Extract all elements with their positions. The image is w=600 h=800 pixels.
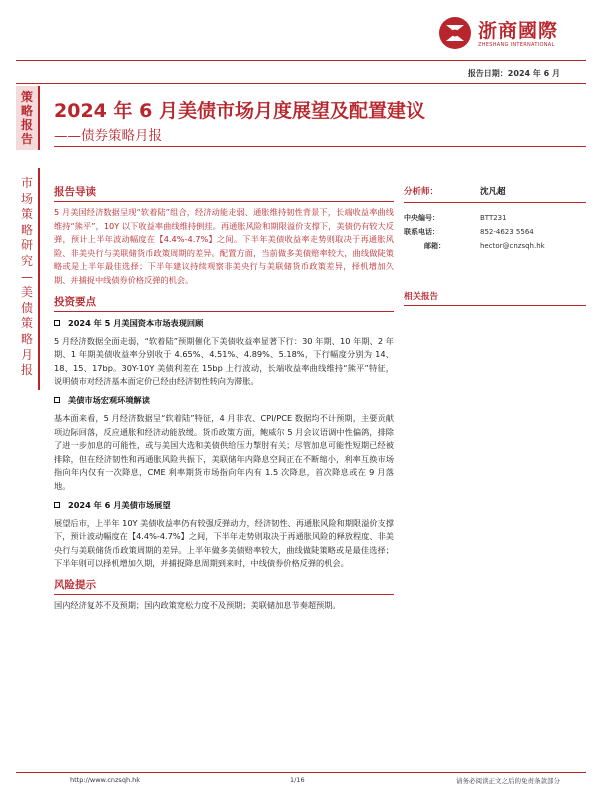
investment-item-3-title-text: 2024 年 6 月美债市场展望	[68, 499, 171, 510]
investment-item-3-text: 展望后市，上半年 10Y 美债收益率仍有较强反弹动力，经济韧性、再通胀风险和期限溢价支撑下，预计波动幅度在【4.4%-4.7%】之间，下半年走势则取决于再通胀风险的释放程度、非美央行与美联储货币政策周期的差异。上半年做多美债赔率较大，曲线做陡策略或是最佳选择；下半年则可以择机增加久期，并捕捉降息周期到来时，中线债券价格反弹的机会。	[54, 517, 394, 569]
risk-heading: 风险提示	[54, 578, 96, 591]
logo-name: 浙商國際	[478, 20, 559, 42]
analyst-row-phone	[404, 225, 586, 239]
date-divider	[16, 83, 586, 84]
analyst-email-label: 邮箱：	[424, 242, 445, 250]
checkbox-square-icon	[54, 320, 60, 326]
analyst-phone-value: 852-4623 5564	[480, 228, 534, 236]
investment-item-2-title-text: 美债市场宏观环境解读	[68, 394, 150, 405]
risk-divider	[54, 594, 394, 595]
investment-divider	[54, 311, 394, 312]
investment-item-1-text: 5 月经济数据全面走弱，“软着陆”预期催化下美债收益率显著下行：30 年期、10 年期、2 年期、1 年期美债收益率分别收于 4.65%、4.51%、4.89%、5.18%，下行幅度分别为 14、18、15、17bp。30Y-10Y 美债利差在 15bp 上行波动，长端收益率曲线维持“熊平”特征，说明债市对经济基本面定价已经由经济韧性转向为滞胀。	[54, 335, 394, 387]
sidebar-topic: 市场策略研究—美债策略月报	[20, 176, 33, 378]
logo-english-name: ZHESHANG INTERNATIONAL	[478, 42, 555, 48]
footer-website[interactable]: http://www.cnzsqh.hk	[70, 776, 141, 784]
guide-text: 5 月美国经济数据呈现“软着陆”组合，经济动能走弱、通胀维持韧性背景下，长端收益率曲线维持“熊平”，10Y 以下收益率曲线维持倒挂。再通胀风险和期限溢价支撑下，美债仍有较大反弹，预计上半年波动幅度在【4.4%-4.7%】之间。下半年美债收益率走势则取决于再通胀风险、非美央行与美联储货币政策周期的差异。配置方面，当前做多美债赔率较大，曲线做陡策略或是上半年最佳选择；下半年建议持续观察非美央行与美联储货币政策差异，择机增加久期、并捕捉中线债券价格反弹的机会。	[54, 207, 394, 285]
investment-item-3-title	[54, 498, 394, 513]
investment-item-1-title-text: 2024 年 5 月美国资本市场表现回顾	[68, 317, 204, 328]
footer-disclaimer: 请务必阅读正文之后的免责条款部分	[456, 777, 560, 785]
header-divider	[16, 60, 586, 61]
investment-item-1-title	[54, 316, 394, 331]
sidebar-category-rule	[38, 86, 40, 150]
analyst-info	[404, 184, 586, 253]
main-content	[54, 184, 394, 612]
risk-text: 国内经济复苏不及预期；国内政策宽松力度不及预期；美联储加息节奏超预期。	[54, 599, 341, 610]
sidebar-category-box	[16, 86, 38, 150]
footer-page-number: 1/16	[290, 776, 305, 784]
analyst-heading-row	[404, 184, 586, 198]
report-title: 2024 年 6 月美债市场月度展望及配置建议	[54, 100, 425, 122]
sidebar-category: 策略报告	[20, 90, 33, 146]
checkbox-square-icon	[54, 502, 60, 508]
analyst-row-id	[404, 211, 586, 225]
analyst-phone-label: 联系电话：	[404, 228, 439, 236]
sidebar-topic-rule	[38, 168, 40, 390]
related-reports-heading: 相关报告	[404, 292, 439, 302]
analyst-row-email	[404, 239, 586, 253]
report-date: 报告日期：2024 年 6 月	[467, 69, 560, 78]
investment-heading: 投资要点	[54, 295, 96, 308]
investment-item-2-text: 基本面来看，5 月经济数据呈“软着陆”特征，4 月非农、CPI/PCE 数据均不计预期，主要贡献项边际回落，反应通胀和经济动能放缓。货币政策方面，鲍威尔 5 月会议语调中性偏鸽，排除了进一步加息的可能性，或与美国大选和美债供给压力掣肘有关；尽管加息可能性短期已经被排除，但在经济韧性和再通胀风险共振下，美联储年内降息空间正在不断缩小，利率互换市场指向年内仅有一次降息，CME 利率期货市场指向年内有 1.5 次降息，首次降息或在 9 月落地。	[54, 412, 394, 491]
logo-mark-icon	[438, 16, 472, 50]
company-logo	[438, 14, 588, 54]
guide-heading: 报告导读	[54, 186, 96, 198]
related-reports-divider	[404, 305, 586, 306]
analyst-label: 分析师：	[404, 187, 439, 197]
footer-divider	[16, 772, 586, 773]
analyst-divider	[404, 202, 586, 203]
investment-item-2-title	[54, 393, 394, 408]
report-subtitle: ——债券策略月报	[54, 128, 162, 144]
guide-divider	[54, 201, 394, 202]
analyst-id-value: BTT231	[480, 214, 507, 222]
analyst-email-value[interactable]: hector@cnzsqh.hk	[480, 242, 545, 250]
checkbox-square-icon	[54, 397, 60, 403]
analyst-name: 沈凡超	[480, 187, 506, 197]
analyst-id-label: 中央编号：	[404, 214, 439, 222]
title-divider	[54, 146, 586, 147]
